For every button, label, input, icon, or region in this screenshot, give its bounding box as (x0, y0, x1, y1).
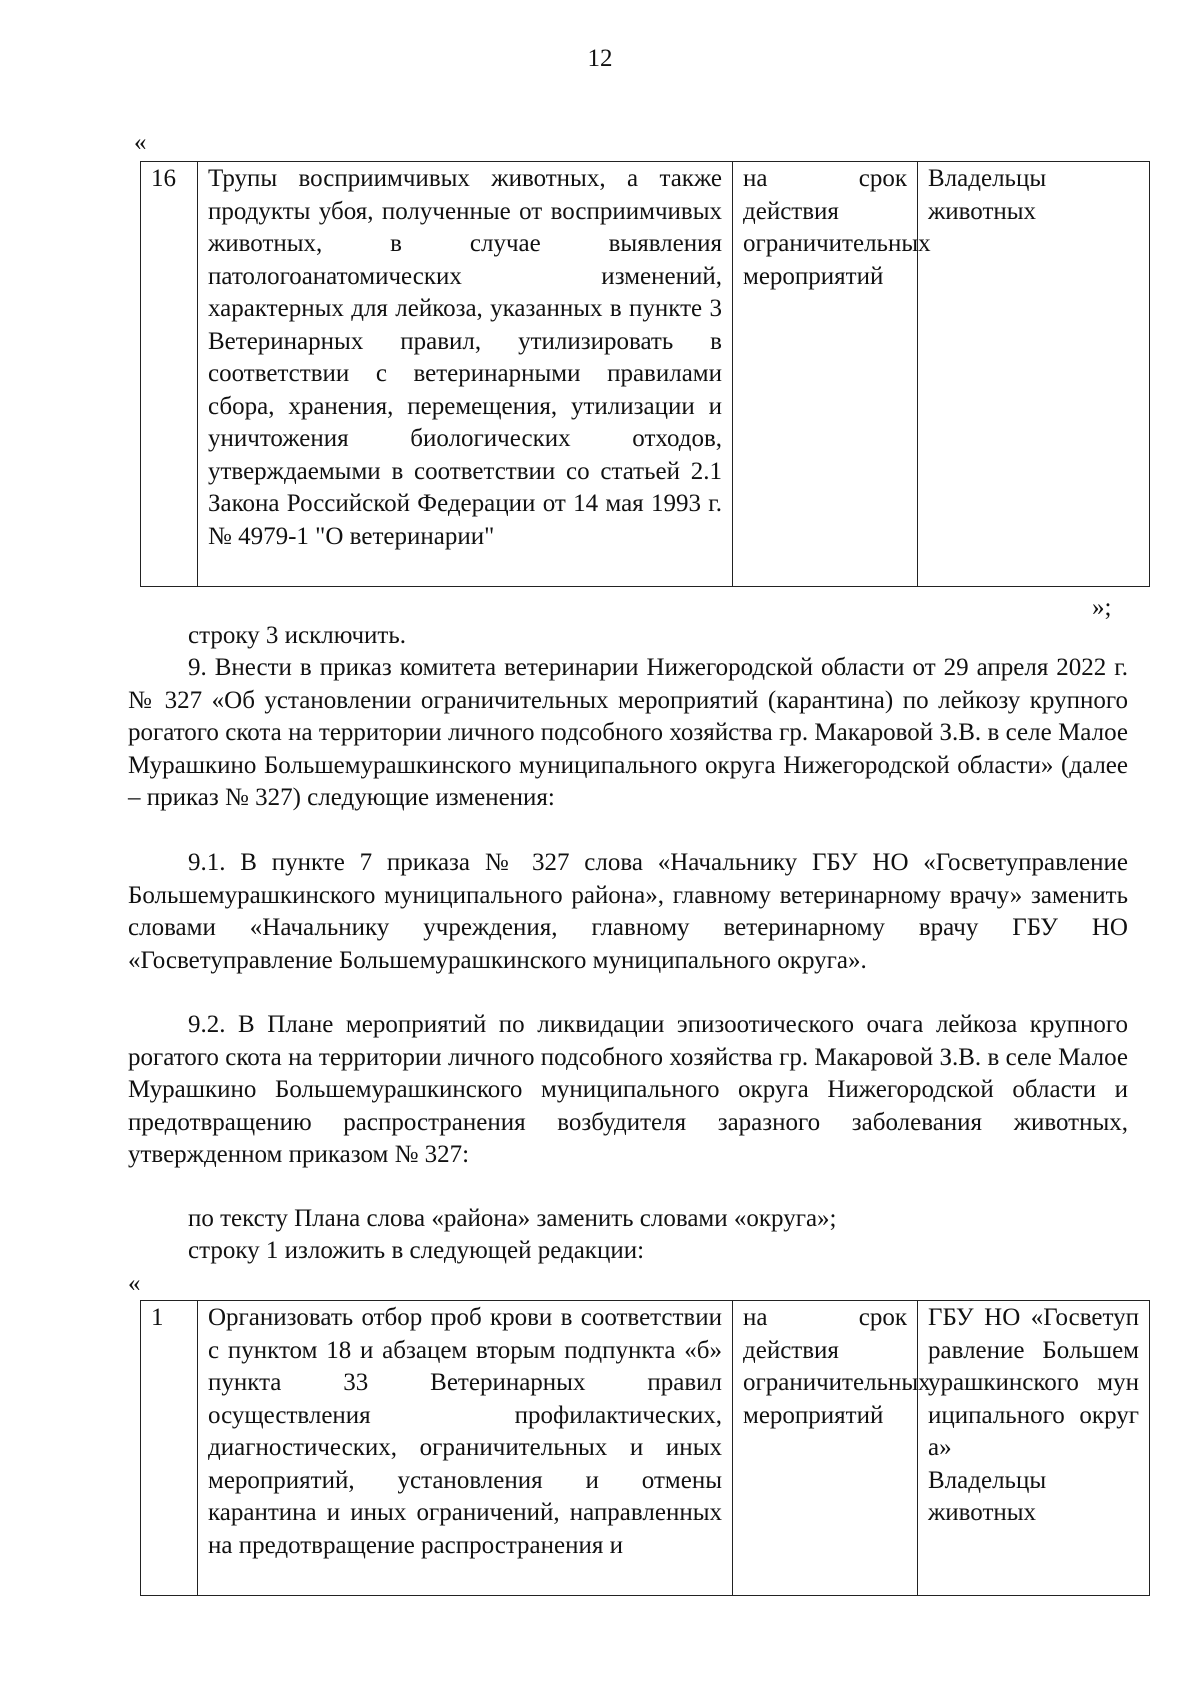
paragraph-row1-new-edition: строку 1 изложить в следующей редакции: (188, 1237, 645, 1264)
responsible-owners: Владельцы животных (928, 1466, 1047, 1526)
paragraph-row3-exclude: строку 3 исключить. (188, 622, 406, 649)
row-responsible-cell: Владельцы животных (918, 162, 1150, 587)
quote-close-mark: »; (1092, 594, 1112, 621)
quote-open-mark: « (134, 129, 147, 156)
quote-open-mark-2: « (128, 1270, 141, 1297)
row-term-cell: на срок действия ограничительных мероприятий (733, 1301, 918, 1596)
row-description-cell: Организовать отбор проб крови в соответствии с пунктом 18 и абзацем вторым подпункта «б» пункта 33 Ветеринарных правил осуществления профилактических, диагностических, ограничительных и иных мероприятий, установления и отмены карантина и иных ограничений, направленных на предотвращение распространения и (198, 1301, 733, 1596)
row-number-cell: 1 (141, 1301, 198, 1596)
paragraph-item-9: 9. Внести в приказ комитета ветеринарии Нижегородской области от 29 апреля 2022 г. № 327 «Об установлении ограничительных мероприятий (карантина) по лейкозу крупного рогатого скота на территории личного подсобного хозяйства гр. Макаровой З.В. в селе Малое Мурашкино Большемурашкинского муниципального округа Нижегородской области» (далее – приказ № 327) следующие изменения: (128, 654, 1128, 811)
table-row-1 (140, 1300, 1150, 1596)
responsible-organization: ГБУ НО «Госветуправление Большемурашкинского муниципального округа» (928, 1304, 1139, 1461)
paragraph-plan-text-replace: по тексту Плана слова «района» заменить словами «округа»; (188, 1205, 837, 1232)
row-number-cell: 16 (141, 162, 198, 587)
table-row-16 (140, 161, 1150, 587)
row-term-cell: на срок действия ограничительных мероприятий (733, 162, 918, 587)
row-responsible-cell (918, 1301, 1150, 1596)
paragraph-item-9-1: 9.1. В пункте 7 приказа № 327 слова «Начальнику ГБУ НО «Госветуправление Большемурашкинского муниципального района», главному ветеринарному врачу» заменить словами «Начальнику учреждения, главному ветеринарному врачу ГБУ НО «Госветуправление Большемурашкинского муниципального округа». (128, 849, 1128, 974)
paragraph-item-9-2: 9.2. В Плане мероприятий по ликвидации эпизоотического очага лейкоза крупного рогатого скота на территории личного подсобного хозяйства гр. Макаровой З.В. в селе Малое Мурашкино Большемурашкинского муниципального округа Нижегородской области и предотвращению распространения возбудителя заразного заболевания животных, утвержденном приказом № 327: (128, 1011, 1128, 1168)
table-row (141, 162, 1150, 587)
table-row (141, 1301, 1150, 1596)
row-description-cell: Трупы восприимчивых животных, а также продукты убоя, полученные от восприимчивых животных, в случае выявления патологоанатомических изменений, характерных для лейкоза, указанных в пункте 3 Ветеринарных правил, утилизировать в соответствии с ветеринарными правилами сбора, хранения, перемещения, утилизации и уничтожения биологических отходов, утверждаемыми в соответствии со статьей 2.1 Закона Российской Федерации от 14 мая 1993 г. № 4979-1 "О ветеринарии" (198, 162, 733, 587)
page-number: 12 (587, 45, 613, 72)
